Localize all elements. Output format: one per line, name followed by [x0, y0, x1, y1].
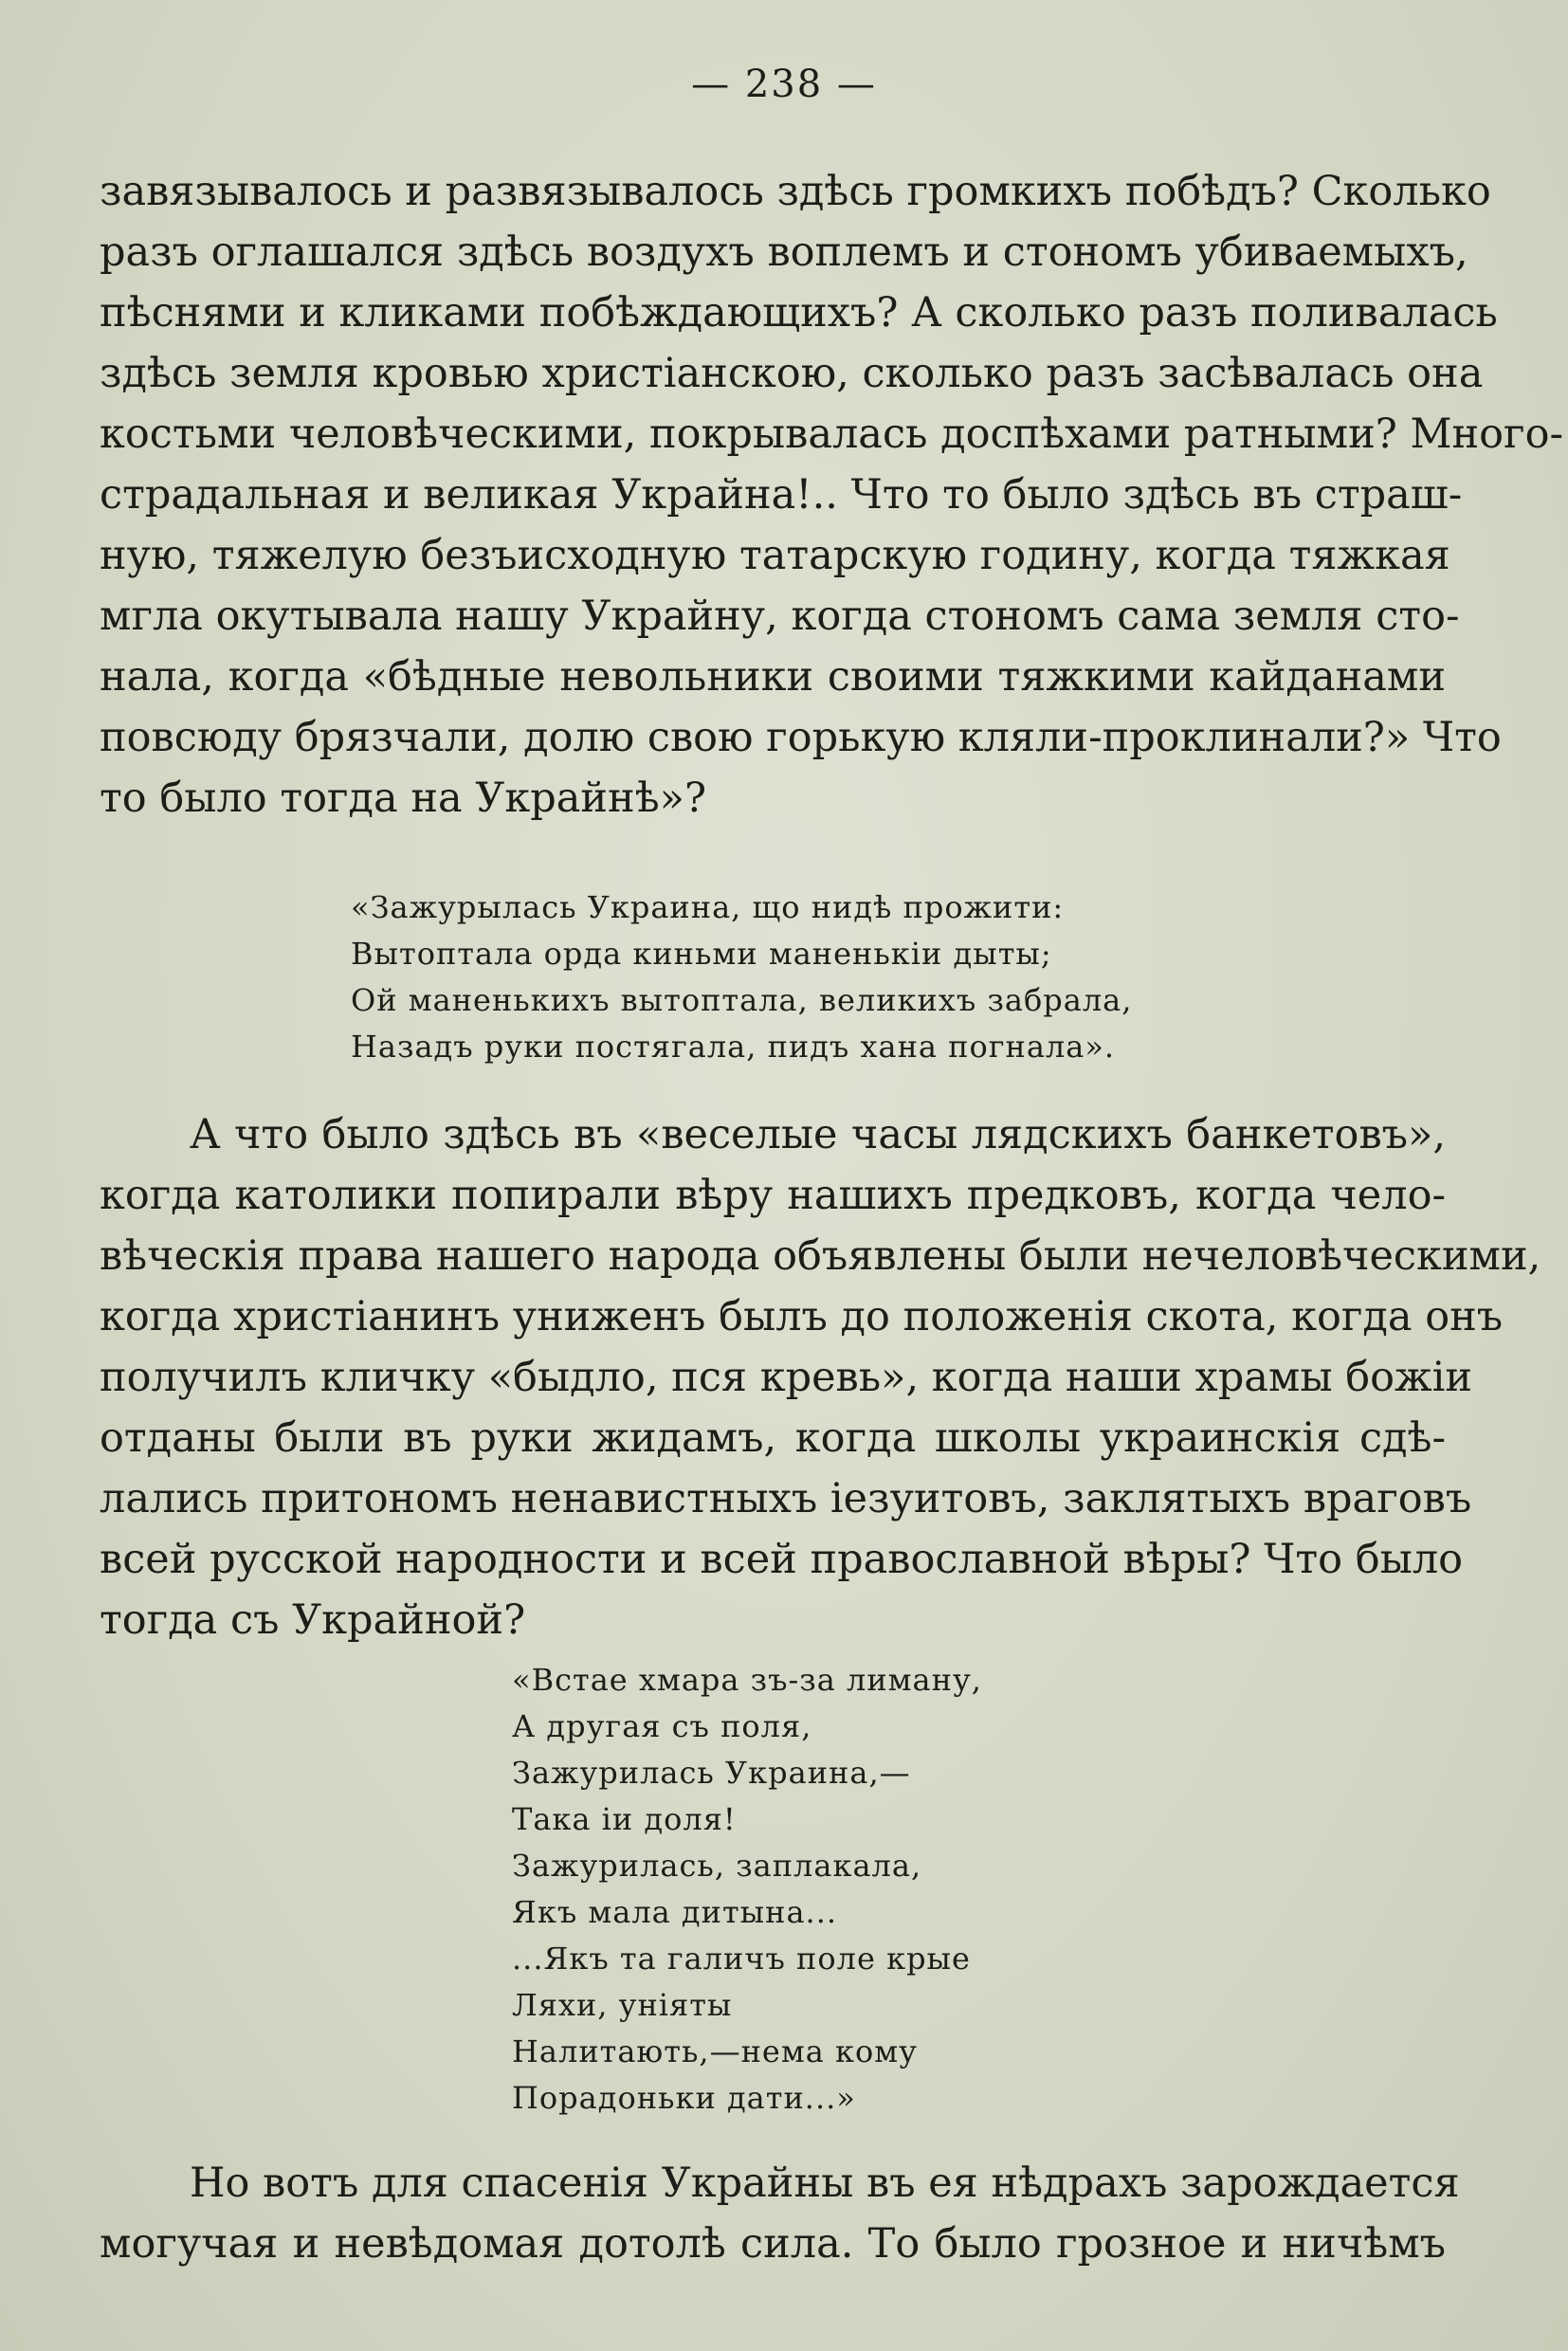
verse-line: Якъ мала дитына... [512, 1894, 838, 1930]
text-line: всей русской народности и всей православной вѣры? Что было [100, 1536, 1464, 1583]
paragraph-2 [100, 1104, 1541, 1650]
text-line: вѣческія права нашего народа объявлены были нечеловѣческими, [100, 1232, 1541, 1280]
verse-quote-2 [512, 1657, 982, 2122]
verse-line: Ой маненькихъ вытоптала, великихъ забрала, [351, 982, 1133, 1018]
text-line: ную, тяжелую безъисходную татарскую годину, когда тяжкая [100, 532, 1450, 579]
text-line: могучая и невѣдомая дотолѣ сила. То было грозное и ничѣмъ [100, 2220, 1446, 2268]
verse-line: ...Якъ та галичъ поле крые [512, 1941, 971, 1977]
verse-line: Налитають,—нема кому [512, 2033, 918, 2069]
paragraph-1 [100, 161, 1563, 829]
text-line: лались притономъ ненавистныхъ іезуитовъ, заклятыхъ враговъ [100, 1475, 1472, 1522]
text-line: нала, когда «бѣдные невольники своими тяжкими кайданами [100, 653, 1446, 701]
text-line: разъ оглашался здѣсь воздухъ воплемъ и стономъ убиваемыхъ, [100, 228, 1468, 276]
verse-line: Ляхи, уніяты [512, 1987, 733, 2023]
text-line: А что было здѣсь въ «веселые часы лядскихъ банкетовъ», [190, 1111, 1446, 1158]
paragraph-3 [100, 2153, 1460, 2274]
text-line: мгла окутывала нашу Украйну, когда стономъ сама земля сто- [100, 592, 1460, 640]
text-line: когда христіанинъ униженъ былъ до положенія скота, когда онъ [100, 1293, 1504, 1340]
text-line: здѣсь земля кровью христіанскою, сколько разъ засѣвалась она [100, 350, 1484, 397]
text-line: получилъ кличку «быдло, пся кревь», когда наши храмы божіи [100, 1354, 1472, 1401]
text-line: отданы были въ руки жидамъ, когда школы украинскія сдѣ- [100, 1414, 1446, 1462]
verse-line: «Зажурылась Украина, що нидѣ прожити: [351, 889, 1065, 925]
verse-line: Така іи доля! [512, 1801, 737, 1837]
text-line: страдальная и великая Украйна!.. Что то было здѣсь въ страш- [100, 471, 1463, 519]
verse-line: Назадъ руки постягала, пидъ хана погнала». [351, 1029, 1116, 1065]
verse-quote-1 [351, 884, 1132, 1070]
verse-line: «Встае хмара зъ-за лиману, [512, 1662, 982, 1698]
text-line: когда католики попирали вѣру нашихъ предковъ, когда чело- [100, 1172, 1446, 1219]
verse-line: Зажурилась, заплакала, [512, 1848, 922, 1884]
page-number: — 238 — [691, 63, 877, 106]
verse-line: Вытоптала орда киньми маненькіи дыты; [351, 936, 1052, 972]
verse-line: А другая съ поля, [512, 1708, 812, 1744]
text-line: костьми человѣческими, покрывалась доспѣхами ратными? Много- [100, 410, 1563, 458]
verse-line: Порадоньки дати...» [512, 2080, 856, 2116]
text-line: завязывалось и развязывалось здѣсь громкихъ побѣдъ? Сколько [100, 168, 1491, 215]
verse-line: Зажурилась Украина,— [512, 1755, 911, 1791]
text-line: то было тогда на Украйнѣ»? [100, 775, 707, 822]
text-line: тогда съ Украйной? [100, 1596, 526, 1644]
text-line: пѣснями и кликами побѣждающихъ? А сколько разъ поливалась [100, 289, 1498, 337]
text-line: повсюду брязчали, долю свою горькую кляли-проклинали?» Что [100, 714, 1502, 761]
text-line: Но вотъ для спасенія Украйны въ ея нѣдрахъ зарождается [190, 2160, 1460, 2207]
